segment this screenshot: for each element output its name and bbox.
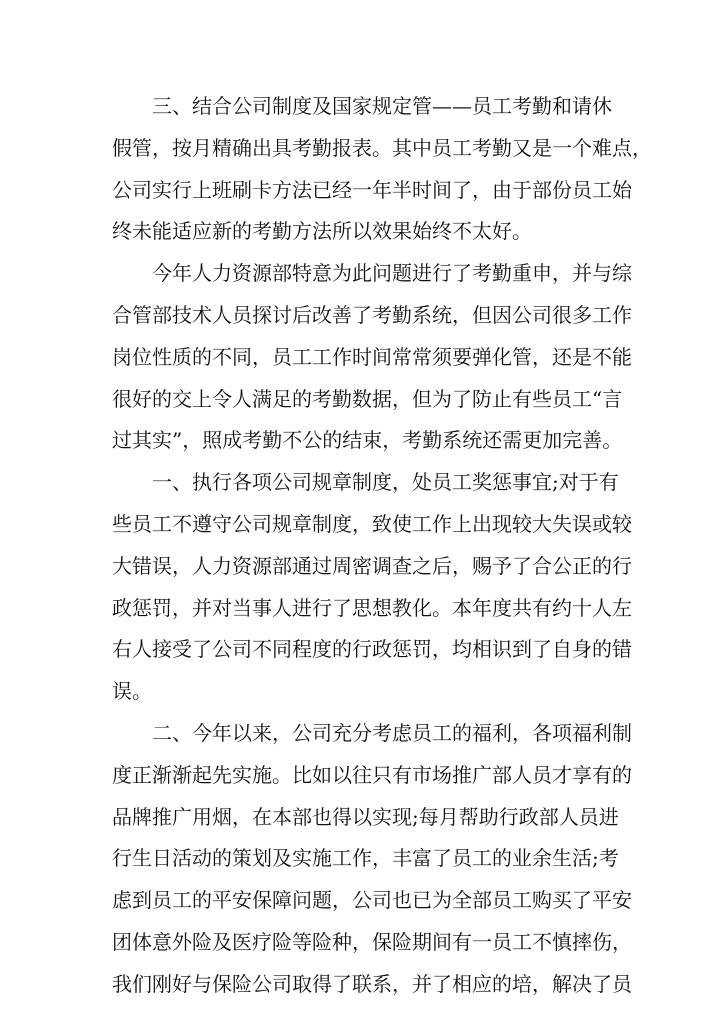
text-line: 合管部技术人员探讨后改善了考勤系统，但因公司很多工作 bbox=[112, 302, 632, 327]
text-line: 公司实行上班刷卡方法已经一年半时间了，由于部份员工始 bbox=[112, 177, 632, 202]
text-line: 我们刚好与保险公司取得了联系，并了相应的培，解决了员 bbox=[112, 971, 632, 996]
paragraph-rules-and-discipline bbox=[112, 462, 632, 713]
text-line: 过其实”，照成考勤不公的结束，考勤系统还需更加完善。 bbox=[112, 428, 623, 453]
paragraph-employee-welfare bbox=[112, 713, 632, 1006]
text-line: 二、今年以来，公司充分考虑员工的福利，各项福利制 bbox=[152, 720, 632, 745]
text-line: 团体意外险及医疗险等险种，保险期间有一员工不慎摔伤， bbox=[112, 929, 632, 954]
text-line: 假管，按月精确出具考勤报表。其中员工考勤又是一个难点， bbox=[112, 135, 652, 160]
text-line: 三、结合公司制度及国家规定管——员工考勤和请休 bbox=[152, 94, 612, 118]
text-line: 岗位性质的不同，员工工作时间常常须要弹化管，还是不能 bbox=[112, 344, 632, 369]
text-line: 很好的交上令人满足的考勤数据，但为了防止有些员工“言 bbox=[112, 386, 623, 411]
paragraph-attendance-management bbox=[112, 86, 652, 253]
text-line: 误。 bbox=[112, 679, 152, 704]
text-line: 虑到员工的平安保障问题，公司也已为全部员工购买了平安 bbox=[112, 888, 632, 913]
text-line: 今年人力资源部特意为此问题进行了考勤重申，并与综 bbox=[152, 261, 632, 286]
text-line: 右人接受了公司不同程度的行政惩罚，均相识到了自身的错 bbox=[112, 637, 632, 662]
paragraph-attendance-system bbox=[112, 253, 632, 462]
text-line: 大错误，人力资源部通过周密调查之后，赐予了合公正的行 bbox=[112, 553, 632, 578]
text-line: 政惩罚，并对当事人进行了思想教化。本年度共有约十人左 bbox=[112, 595, 632, 620]
text-line: 一、执行各项公司规章制度，处员工奖惩事宜;对于有 bbox=[152, 470, 619, 495]
text-line: 行生日活动的策划及实施工作，丰富了员工的业余生活;考 bbox=[112, 846, 619, 871]
document-body bbox=[112, 86, 652, 1006]
text-line: 些员工不遵守公司规章制度，致使工作上出现较大失误或较 bbox=[112, 511, 632, 536]
text-line: 终未能适应新的考勤方法所以效果始终不太好。 bbox=[112, 219, 532, 244]
text-line: 品牌推广用烟，在本部也得以实现;每月帮助行政部人员进 bbox=[112, 804, 619, 829]
text-line: 度正渐渐起先实施。比如以往只有市场推广部人员才享有的 bbox=[112, 762, 632, 787]
